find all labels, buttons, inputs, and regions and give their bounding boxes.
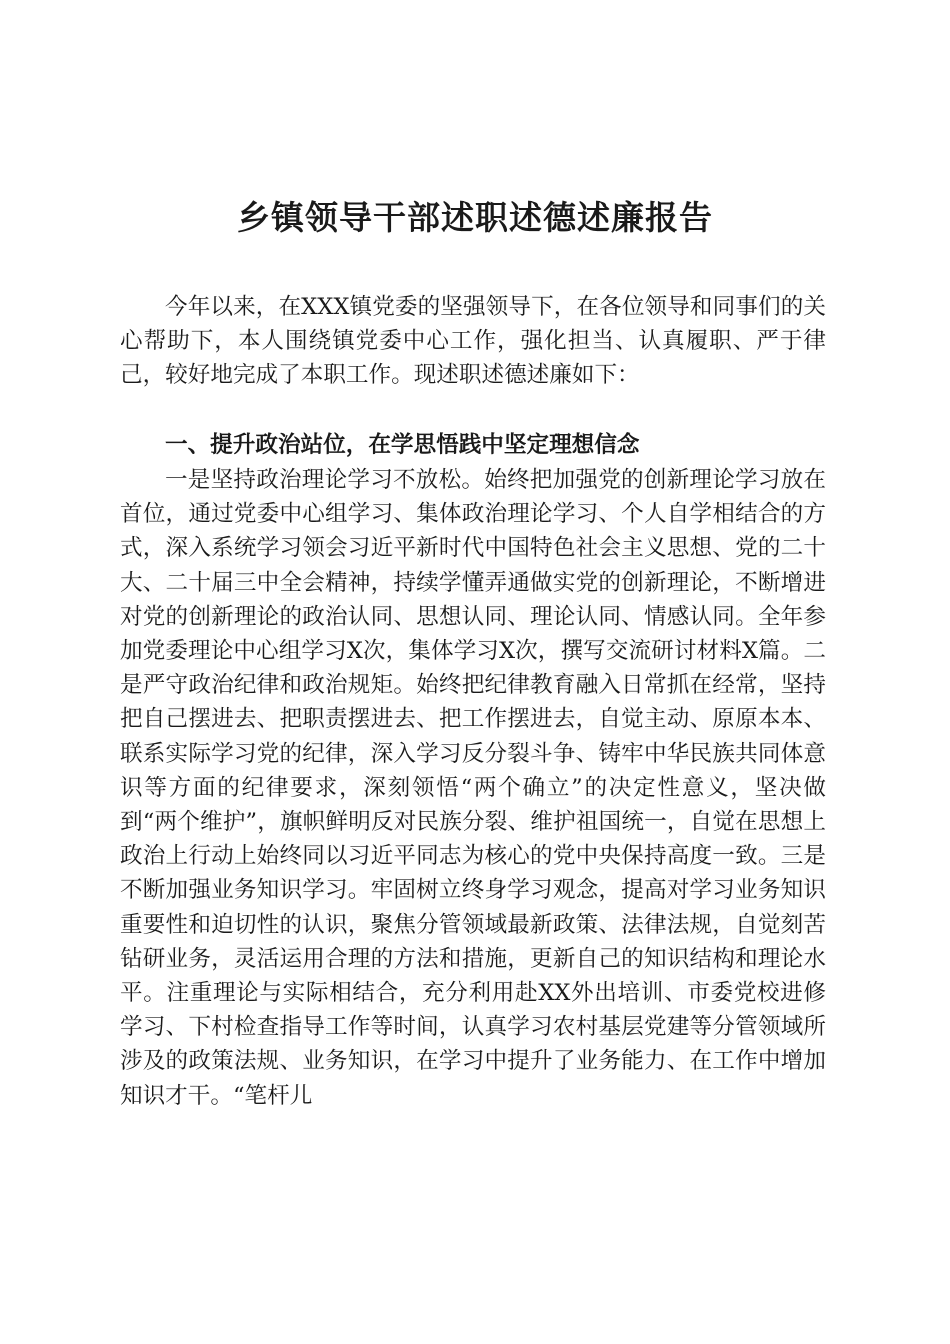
section-1-body-paragraph: 一是坚持政治理论学习不放松。始终把加强党的创新理论学习放在首位，通过党委中心组学习、集体政治理论学习、个人自学相结合的方式，深入系统学习领会习近平新时代中国特色社会主义思想、党的二十大、二十届三中全会精神，持续学懂弄通做实党的创新理论，不断增进对党的创新理论的政治认同、思想认同、理论认同、情感认同。全年参加党委理论中心组学习X次，集体学习X次，撰写交流研讨材料X篇。二是严守政治纪律和政治规矩。始终把纪律教育融入日常抓在经常，坚持把自己摆进去、把职责摆进去、把工作摆进去，自觉主动、原原本本、联系实际学习党的纪律，深入学习反分裂斗争、铸牢中华民族共同体意识等方面的纪律要求，深刻领悟“两个确立”的决定性意义，坚决做到“两个维护”，旗帜鲜明反对民族分裂、维护祖国统一，自觉在思想上政治上行动上始终同以习近平同志为核心的党中央保持高度一致。三是不断加强业务知识学习。牢固树立终身学习观念，提高对学习业务知识重要性和迫切性的认识，聚焦分管领域最新政策、法律法规，自觉刻苦钻研业务，灵活运用合理的方法和措施，更新自己的知识结构和理论水平。注重理论与实际相结合，充分利用赴XX外出培训、市委党校进修学习、下村检查指导工作等时间，认真学习农村基层党建等分管领域所涉及的政策法规、业务知识，在学习中提升了业务能力、在工作中增加知识才干。“笔杆儿: [120, 467, 826, 1109]
document-title: 乡镇领导干部述职述德述廉报告: [237, 198, 713, 237]
intro-paragraph: 今年以来，在XXX镇党委的坚强领导下，在各位领导和同事们的关心帮助下，本人围绕镇党委中心工作，强化担当、认真履职、严于律己，较好地完成了本职工作。现述职述德述廉如下：: [120, 294, 826, 389]
section-heading-1: 一、提升政治站位，在学思悟践中坚定理想信念: [165, 432, 640, 458]
